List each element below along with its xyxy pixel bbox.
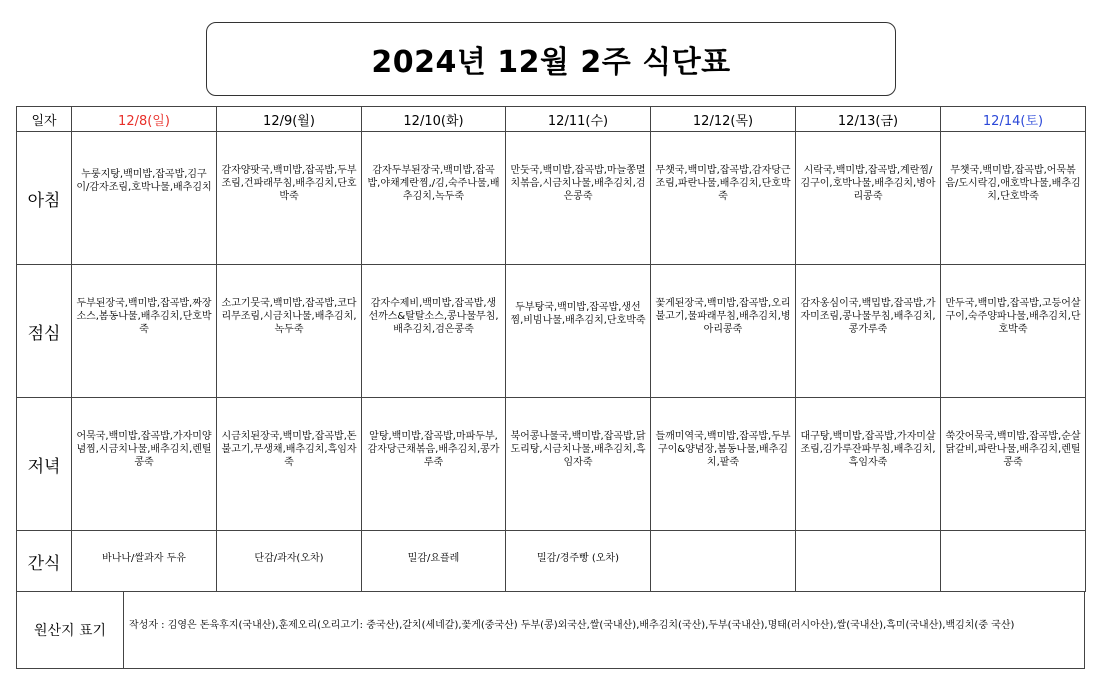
- date-wednesday: 12/11(수): [506, 107, 651, 132]
- menu-cell: 누룽지탕,백미밥,잡곡밥,김구이/감자조림,호박나물,배추김치: [72, 132, 217, 265]
- menu-cell: 감자수제비,백미밥,잡곡밥,생선까스&탈탈소스,콩나물무침,배추김치,검은콩죽: [362, 265, 506, 398]
- date-saturday: 12/14(토): [941, 107, 1086, 132]
- menu-cell: 밀감/경주빵 (오차): [506, 531, 651, 592]
- menu-cell: 감자두부된장국,백미밥,잡곡밥,야채계란찜,/김,숙주나물,배추김치,녹두죽: [362, 132, 506, 265]
- date-monday: 12/9(월): [217, 107, 362, 132]
- menu-cell: [796, 531, 941, 592]
- snack-label: 간식: [17, 531, 72, 592]
- menu-cell: 대구탕,백미밥,잡곡밥,가자미살조림,김가루잔파무침,배추김치,흑임자죽: [796, 398, 941, 531]
- lunch-label: 점심: [17, 265, 72, 398]
- menu-cell: 만둣국,백미밥,잡곡밥,마늘쫑멸치볶음,시금치나물,배추김치,검은콩죽: [506, 132, 651, 265]
- origin-text-cell: [124, 592, 1085, 669]
- menu-cell: 어묵국,백미밥,잡곡밥,가자미양념찜,시금치나물,배추김치,렌틸콩죽: [72, 398, 217, 531]
- dinner-label: 저녁: [17, 398, 72, 531]
- lunch-row: [17, 265, 1086, 398]
- menu-cell: 두부탕국,백미밥,잡곡밥,생선찜,비빔나물,배추김치,단호박죽: [506, 265, 651, 398]
- menu-cell: 쑥갓어묵국,백미밥,잡곡밥,순살닭갈비,파란나물,배추김치,렌틸콩죽: [941, 398, 1086, 531]
- page-title: 2024년 12월 2주 식단표: [371, 45, 731, 80]
- menu-cell: 두부된장국,백미밥,잡곡밥,짜장소스,봄동나물,배추김치,단호박죽: [72, 265, 217, 398]
- menu-cell: 시금치된장국,백미밥,잡곡밥,돈불고기,무생채,배추김치,흑임자죽: [217, 398, 362, 531]
- origin-table: [16, 591, 1085, 669]
- menu-cell: 시락국,백미밥,잡곡밥,계란찜/김구이,호박나물,배추김치,병아리콩죽: [796, 132, 941, 265]
- menu-cell: [941, 531, 1086, 592]
- menu-title-box: [206, 22, 896, 96]
- menu-cell: 무챗국,백미밥,잡곡밥,어묵볶음/도시락김,애호박나물,배추김치,단호박죽: [941, 132, 1086, 265]
- origin-text: 작성자 : 김영은 돈육후지(국내산),훈제오리(오리고기: 중국산),갈치(세네갈),꽃게(중국산) 두부(콩)외국산,쌀(국내산),배추김치(국산),두부(국내산),명태(러시아산),쌀(국내산),흑미(국내산),백김치(중 국산): [129, 620, 1015, 631]
- menu-cell: 감자옹심이국,백밉밥,잡곡밥,가자미조림,콩나물무침,배추김치,콩가루죽: [796, 265, 941, 398]
- menu-cell: 단감/과자(오차): [217, 531, 362, 592]
- weekly-menu-table: [16, 106, 1086, 592]
- menu-cell: 알탕,백미밥,잡곡밥,마파두부,감자당근채볶음,배추김치,콩가루죽: [362, 398, 506, 531]
- menu-cell: 밀감/요플레: [362, 531, 506, 592]
- date-friday: 12/13(금): [796, 107, 941, 132]
- menu-cell: [651, 531, 796, 592]
- menu-cell: 소고기뭇국,백미밥,잡곡밥,코다리무조림,시금치나물,배추김치,녹두죽: [217, 265, 362, 398]
- menu-cell: 무챗국,백미밥,잡곡밥,감자당근조림,파란나물,배추김치,단호박죽: [651, 132, 796, 265]
- dinner-row: [17, 398, 1086, 531]
- menu-cell: 감자양팟국,백미밥,잡곡밥,두부조림,건파래무침,배추김치,단호박죽: [217, 132, 362, 265]
- date-header-label: 일자: [17, 107, 72, 132]
- snack-row: [17, 531, 1086, 592]
- menu-cell: 만두국,백미밥,잡곡밥,고등어살구이,숙주양파나물,배추김치,단호박죽: [941, 265, 1086, 398]
- origin-label: 원산지 표기: [17, 592, 124, 669]
- menu-cell: 꽃게된장국,백미밥,잡곡밥,오리불고기,물파래무침,배추김치,병아리콩죽: [651, 265, 796, 398]
- breakfast-row: [17, 132, 1086, 265]
- date-sunday: 12/8(일): [72, 107, 217, 132]
- date-tuesday: 12/10(화): [362, 107, 506, 132]
- menu-cell: 북어콩나물국,백미밥,잡곡밥,닭도리탕,시금치나물,배추김치,흑임자죽: [506, 398, 651, 531]
- menu-cell: 들깨미역국,백미밥,잡곡밥,두부구이&양념장,봄동나물,배추김치,팥죽: [651, 398, 796, 531]
- menu-cell: 바나나/쌀과자 두유: [72, 531, 217, 592]
- date-thursday: 12/12(목): [651, 107, 796, 132]
- breakfast-label: 아침: [17, 132, 72, 265]
- date-header-row: [17, 107, 1086, 132]
